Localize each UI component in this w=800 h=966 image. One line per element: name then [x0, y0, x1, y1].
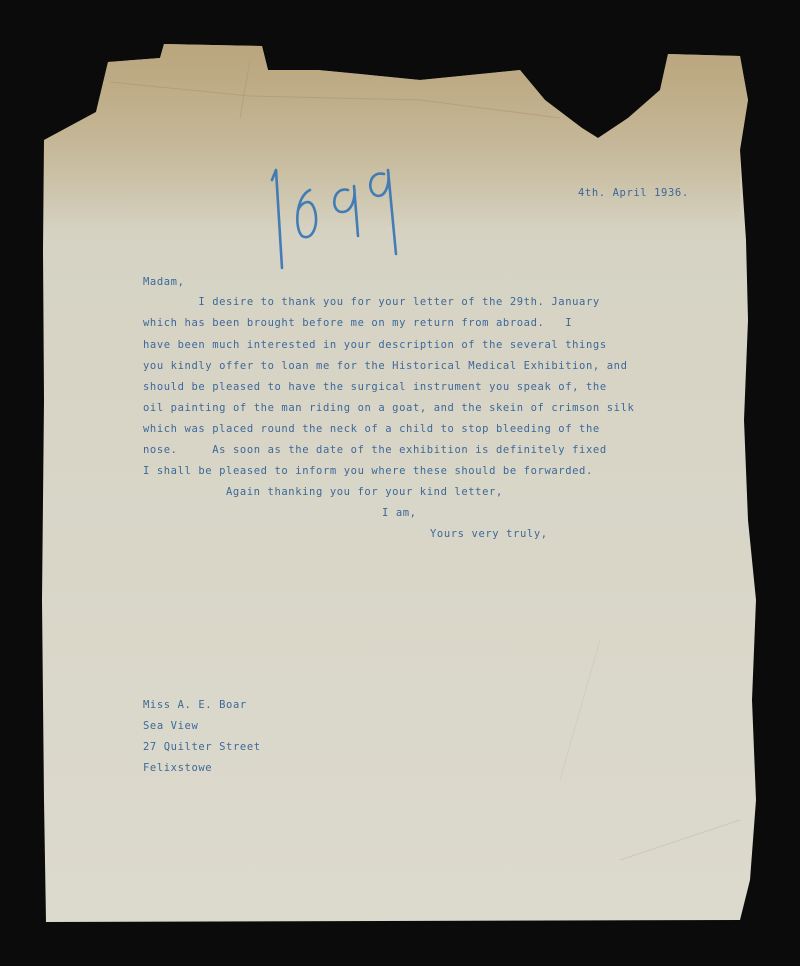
address-line: 27 Quilter Street	[143, 741, 261, 753]
body-line: I shall be pleased to inform you where these should be forwarded.	[143, 465, 593, 477]
recipient-name: Miss A. E. Boar	[143, 699, 247, 711]
handwritten-number	[262, 150, 412, 270]
closing-line: Again thanking you for your kind letter,	[226, 486, 503, 498]
salutation: Madam,	[143, 276, 185, 288]
signoff: Yours very truly,	[430, 528, 548, 540]
body-line: nose. As soon as the date of the exhibition is definitely fixed	[143, 444, 607, 456]
body-line: which has been brought before me on my return from abroad. I	[143, 317, 573, 329]
address-line: Felixstowe	[143, 762, 213, 774]
body-line: I desire to thank you for your letter of the 29th. January	[143, 296, 600, 308]
body-line: should be pleased to have the surgical instrument you speak of, the	[143, 381, 607, 393]
closing-line: I am,	[382, 507, 417, 519]
body-line: you kindly offer to loan me for the Historical Medical Exhibition, and	[143, 360, 628, 372]
address-line: Sea View	[143, 720, 199, 732]
body-line: have been much interested in your description of the several things	[143, 339, 607, 351]
letter-date: 4th. April 1936.	[578, 187, 689, 199]
body-line: oil painting of the man riding on a goat, and the skein of crimson silk	[143, 402, 635, 414]
body-line: which was placed round the neck of a child to stop bleeding of the	[143, 423, 600, 435]
